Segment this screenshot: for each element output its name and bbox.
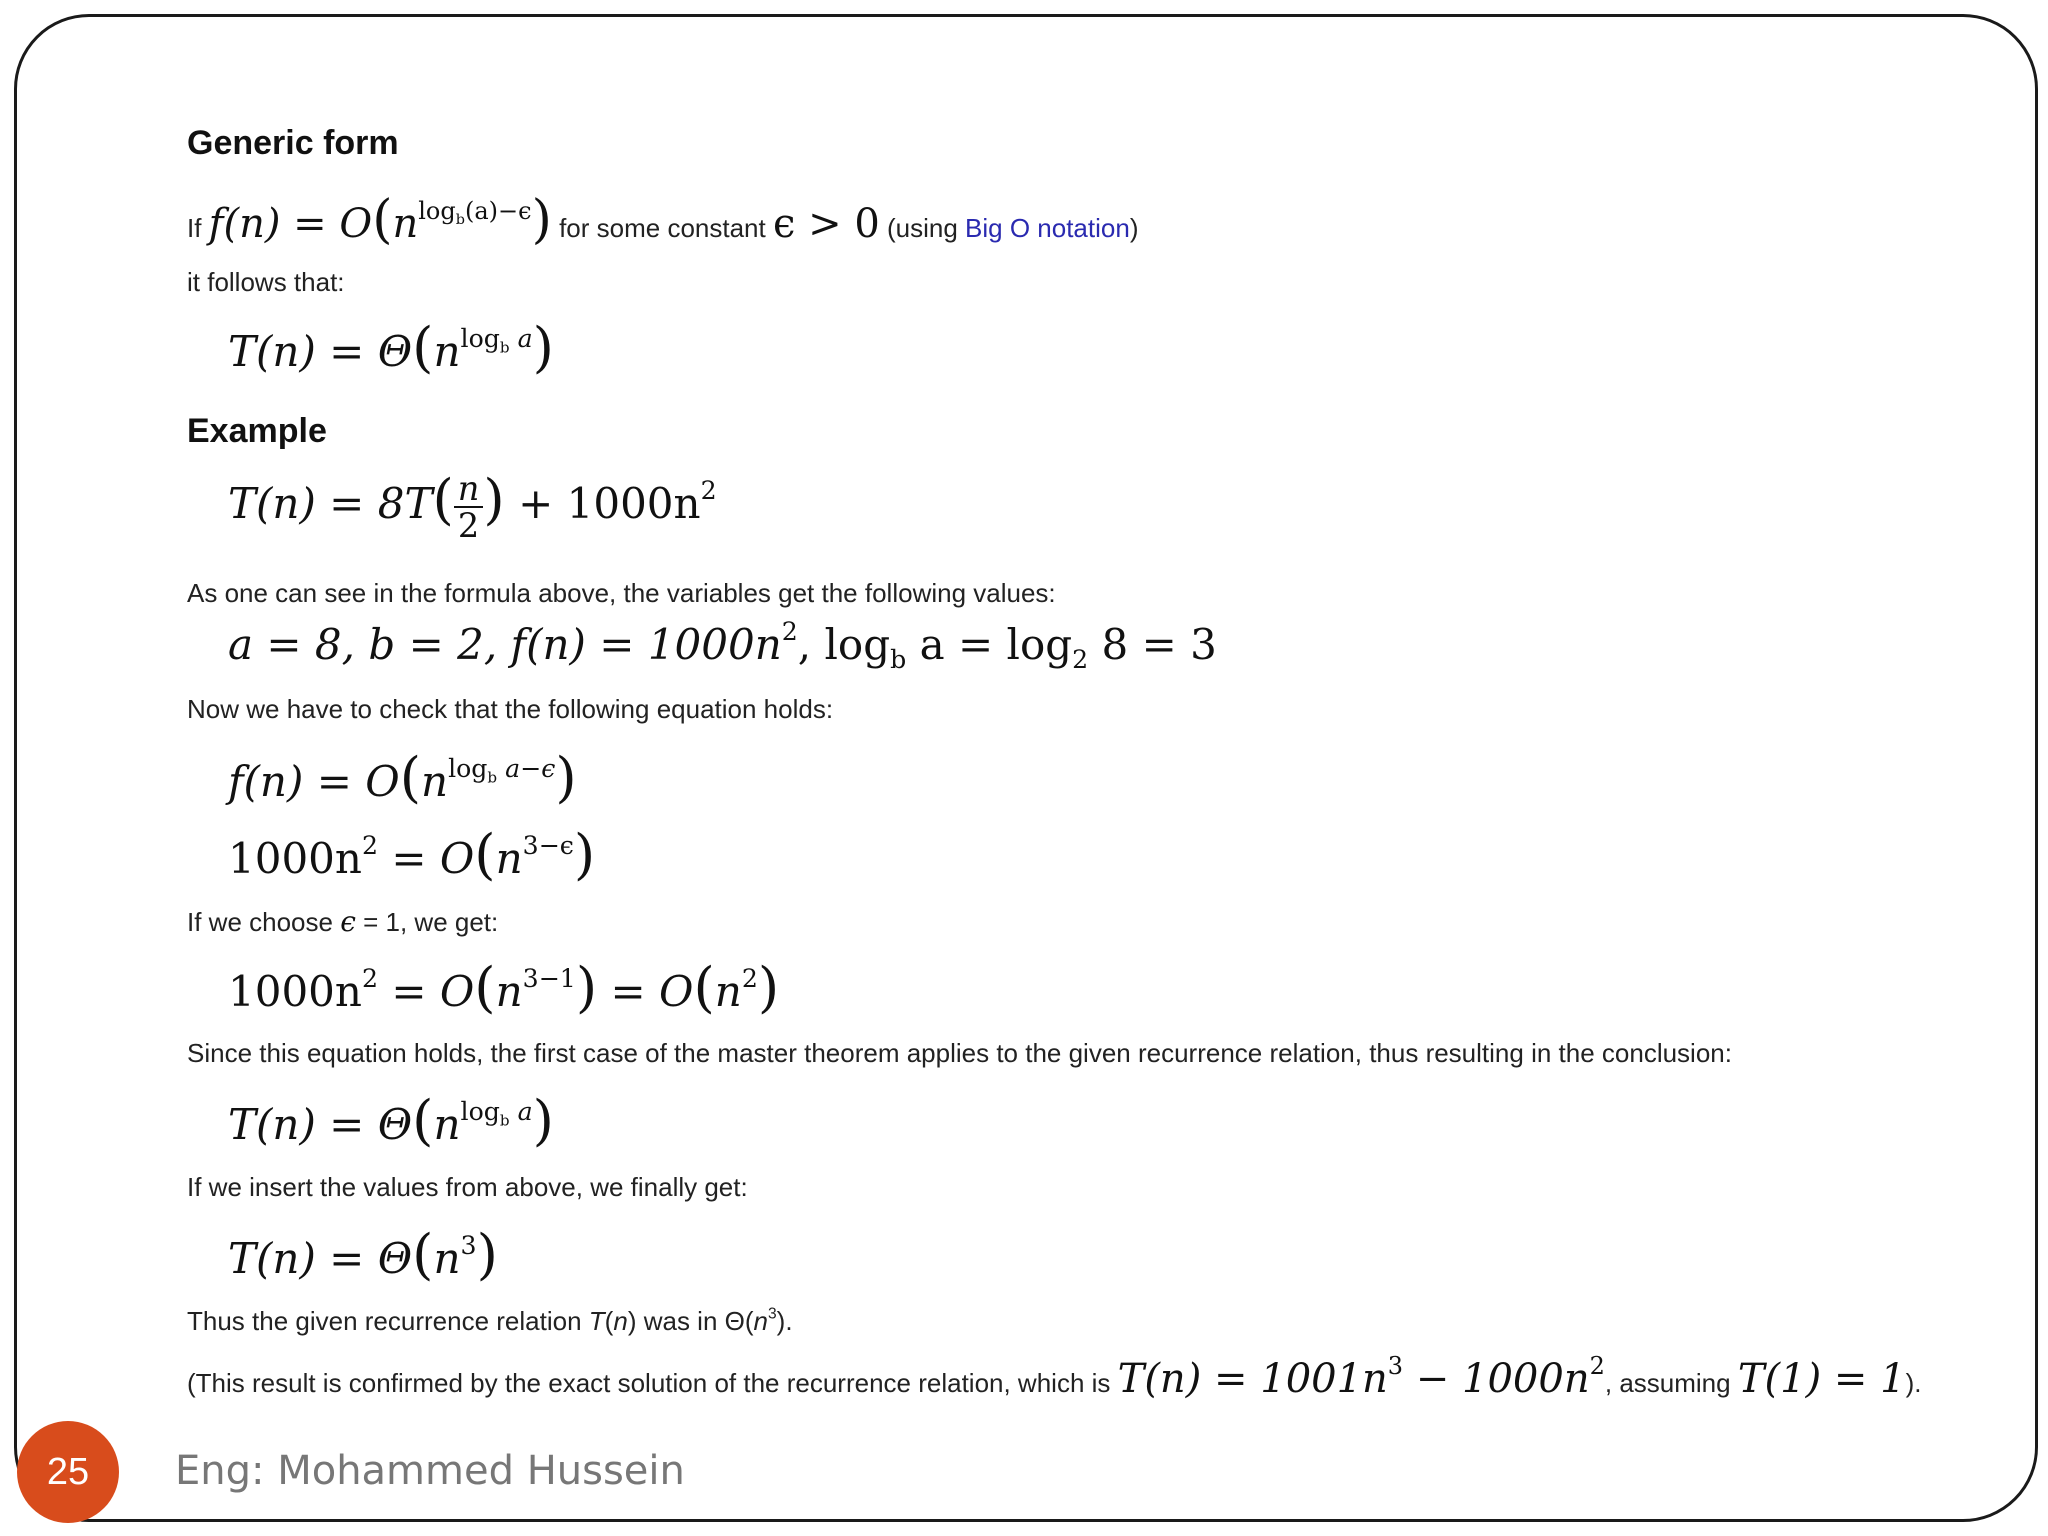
math-initial-condition: T(1) = 1 [1737,1356,1906,1402]
math-final: $T(n) = \Theta(n^3)$ [228,1222,498,1286]
page-number-badge: 25 [17,1421,119,1523]
generic-condition-line [187,190,1138,250]
heading-example: Example [187,412,327,450]
text-values-intro: As one can see in the formula above, the variables get the following values: [187,578,1056,608]
text-it-follows: it follows that: [187,267,345,297]
text-if: If [187,213,209,243]
math-conclusion: $T(n) = \Theta(n^{log_b a})$ [228,1088,554,1152]
math-epsilon: ϵ > 0 [772,201,880,247]
math-values: a = 8, b = 2, $f(n) = 1000n^2$, $\log_b a = \log_2 8 = 3$ [228,617,1217,674]
math-recurrence: T(n) = 8T( $\frac{n}{2}$ ) + $1000n^2$ [228,467,717,545]
math-chosen-epsilon: $1000n^2 = O(n^{3-1}) = O(n^2)$ [228,955,780,1019]
text-insert-values: If we insert the values from above, we finally get: [187,1172,748,1202]
math-check-specific: $1000n^2 = O(n^{3-\epsilon})$ [228,822,596,886]
text-since: Since this equation holds, the first case of the master theorem applies to the given recurrence relation, thus resulting in the conclusion: [187,1038,1732,1068]
heading-generic-form: Generic form [187,124,399,162]
math-generic-result: $T(n) = \Theta(n^{log_b a})$ [228,315,554,379]
math-condition: $f(n) = O(n^{log_b(a)-\epsilon})$ [208,190,552,250]
confirm-line: (This result is confirmed by the exact solution of the recurrence relation, which is $T(n) = 1001n^3 - 1000n^2$, assuming T(1) = 1). [187,1352,1922,1402]
footer-author: Eng: Mohammed Hussein [175,1448,685,1494]
text-check-intro: Now we have to check that the following equation holds: [187,694,834,724]
choose-epsilon-line: If we choose ϵ = 1, we get: [187,905,499,938]
text-constant: for some constant [551,213,773,243]
text-using: (using [879,213,966,243]
math-check-general: $f(n) = O(n^{log_b a-\epsilon})$ [228,745,577,809]
big-o-notation-link[interactable]: Big O notation [965,213,1130,243]
thus-line: Thus the given recurrence relation T(n) was in $\Theta(n^3)$. [187,1305,793,1336]
text-close-paren: ) [1129,213,1139,243]
math-exact-solution: $T(n) = 1001n^3 - 1000n^2$ [1117,1352,1605,1402]
